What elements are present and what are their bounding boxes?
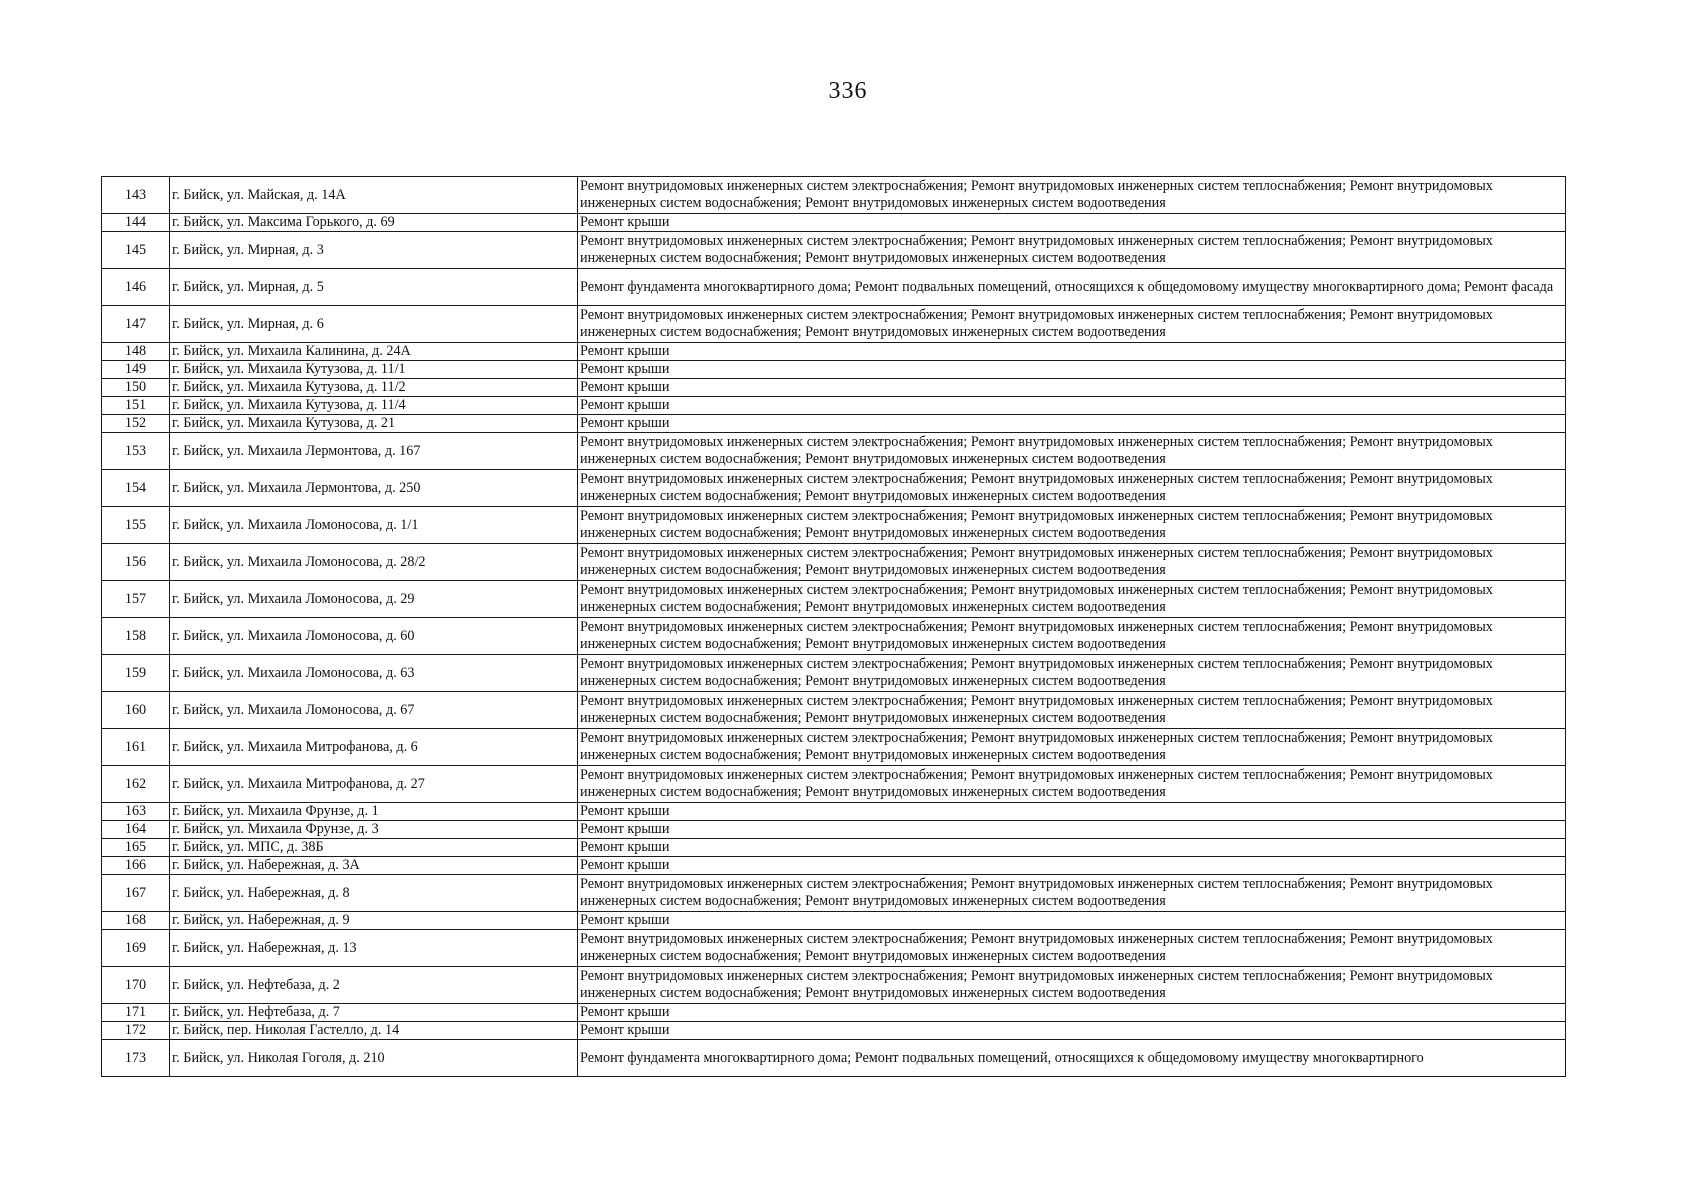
table-row — [102, 803, 1566, 821]
row-number-cell: 156 — [102, 544, 170, 581]
table-row — [102, 839, 1566, 857]
work-type-cell: Ремонт внутридомовых инженерных систем электроснабжения; Ремонт внутридомовых инженерных систем теплоснабжения; Ремонт внутридомовых инженерных систем водоснабжения; Ремонт внутридомовых инженерных систем водоотведения — [578, 306, 1566, 343]
work-type-cell: Ремонт крыши — [578, 803, 1566, 821]
row-number-cell: 159 — [102, 655, 170, 692]
row-number-cell: 167 — [102, 875, 170, 912]
row-number-cell: 144 — [102, 214, 170, 232]
work-type-cell: Ремонт крыши — [578, 214, 1566, 232]
work-type-cell: Ремонт фундамента многоквартирного дома; Ремонт подвальных помещений, относящихся к общедомовому имуществу многоквартирного — [578, 1040, 1566, 1077]
row-number-cell: 163 — [102, 803, 170, 821]
table-row — [102, 930, 1566, 967]
table-row — [102, 269, 1566, 306]
address-cell: г. Бийск, ул. Михаила Фрунзе, д. 3 — [170, 821, 578, 839]
work-type-cell: Ремонт внутридомовых инженерных систем электроснабжения; Ремонт внутридомовых инженерных систем теплоснабжения; Ремонт внутридомовых инженерных систем водоснабжения; Ремонт внутридомовых инженерных систем водоотведения — [578, 507, 1566, 544]
row-number-cell: 151 — [102, 397, 170, 415]
row-number-cell: 165 — [102, 839, 170, 857]
table-row — [102, 581, 1566, 618]
address-cell: г. Бийск, ул. Михаила Ломоносова, д. 63 — [170, 655, 578, 692]
address-cell: г. Бийск, ул. Михаила Кутузова, д. 11/2 — [170, 379, 578, 397]
address-cell: г. Бийск, ул. Михаила Ломоносова, д. 67 — [170, 692, 578, 729]
table-row — [102, 397, 1566, 415]
row-number-cell: 146 — [102, 269, 170, 306]
address-cell: г. Бийск, ул. Мирная, д. 5 — [170, 269, 578, 306]
address-cell: г. Бийск, ул. Михаила Ломоносова, д. 1/1 — [170, 507, 578, 544]
work-type-cell: Ремонт внутридомовых инженерных систем электроснабжения; Ремонт внутридомовых инженерных систем теплоснабжения; Ремонт внутридомовых инженерных систем водоснабжения; Ремонт внутридомовых инженерных систем водоотведения — [578, 618, 1566, 655]
row-number-cell: 158 — [102, 618, 170, 655]
address-cell: г. Бийск, ул. Нефтебаза, д. 7 — [170, 1004, 578, 1022]
row-number-cell: 169 — [102, 930, 170, 967]
address-cell: г. Бийск, ул. Михаила Кутузова, д. 11/4 — [170, 397, 578, 415]
row-number-cell: 154 — [102, 470, 170, 507]
table-row — [102, 1004, 1566, 1022]
work-type-cell: Ремонт внутридомовых инженерных систем электроснабжения; Ремонт внутридомовых инженерных систем теплоснабжения; Ремонт внутридомовых инженерных систем водоснабжения; Ремонт внутридомовых инженерных систем водоотведения — [578, 766, 1566, 803]
work-type-cell: Ремонт крыши — [578, 397, 1566, 415]
row-number-cell: 168 — [102, 912, 170, 930]
address-cell: г. Бийск, ул. Нефтебаза, д. 2 — [170, 967, 578, 1004]
address-cell: г. Бийск, ул. Михаила Кутузова, д. 11/1 — [170, 361, 578, 379]
row-number-cell: 173 — [102, 1040, 170, 1077]
table-row — [102, 415, 1566, 433]
page-number: 336 — [828, 78, 868, 104]
table-row — [102, 433, 1566, 470]
work-type-cell: Ремонт внутридомовых инженерных систем электроснабжения; Ремонт внутридомовых инженерных систем теплоснабжения; Ремонт внутридомовых инженерных систем водоснабжения; Ремонт внутридомовых инженерных систем водоотведения — [578, 470, 1566, 507]
row-number-cell: 153 — [102, 433, 170, 470]
table-row — [102, 766, 1566, 803]
work-type-cell: Ремонт фундамента многоквартирного дома; Ремонт подвальных помещений, относящихся к общедомовому имуществу многоквартирного дома; Ремонт фасада — [578, 269, 1566, 306]
address-cell: г. Бийск, ул. Михаила Ломоносова, д. 60 — [170, 618, 578, 655]
table-row — [102, 1022, 1566, 1040]
row-number-cell: 147 — [102, 306, 170, 343]
address-cell: г. Бийск, ул. Мирная, д. 3 — [170, 232, 578, 269]
work-type-cell: Ремонт внутридомовых инженерных систем электроснабжения; Ремонт внутридомовых инженерных систем теплоснабжения; Ремонт внутридомовых инженерных систем водоснабжения; Ремонт внутридомовых инженерных систем водоотведения — [578, 544, 1566, 581]
work-type-cell: Ремонт внутридомовых инженерных систем электроснабжения; Ремонт внутридомовых инженерных систем теплоснабжения; Ремонт внутридомовых инженерных систем водоснабжения; Ремонт внутридомовых инженерных систем водоотведения — [578, 692, 1566, 729]
address-cell: г. Бийск, ул. Михаила Митрофанова, д. 27 — [170, 766, 578, 803]
row-number-cell: 161 — [102, 729, 170, 766]
table-row — [102, 875, 1566, 912]
table-row — [102, 729, 1566, 766]
address-cell: г. Бийск, ул. МПС, д. 38Б — [170, 839, 578, 857]
table-row — [102, 177, 1566, 214]
work-type-cell: Ремонт внутридомовых инженерных систем электроснабжения; Ремонт внутридомовых инженерных систем теплоснабжения; Ремонт внутридомовых инженерных систем водоснабжения; Ремонт внутридомовых инженерных систем водоотведения — [578, 177, 1566, 214]
table-row — [102, 655, 1566, 692]
row-number-cell: 145 — [102, 232, 170, 269]
table-row — [102, 857, 1566, 875]
row-number-cell: 166 — [102, 857, 170, 875]
address-cell: г. Бийск, ул. Михаила Фрунзе, д. 1 — [170, 803, 578, 821]
address-cell: г. Бийск, ул. Михаила Лермонтова, д. 167 — [170, 433, 578, 470]
address-cell: г. Бийск, ул. Набережная, д. 3А — [170, 857, 578, 875]
work-type-cell: Ремонт внутридомовых инженерных систем электроснабжения; Ремонт внутридомовых инженерных систем теплоснабжения; Ремонт внутридомовых инженерных систем водоснабжения; Ремонт внутридомовых инженерных систем водоотведения — [578, 930, 1566, 967]
table-row — [102, 379, 1566, 397]
row-number-cell: 150 — [102, 379, 170, 397]
table-row — [102, 306, 1566, 343]
row-number-cell: 160 — [102, 692, 170, 729]
work-type-cell: Ремонт крыши — [578, 415, 1566, 433]
row-number-cell: 171 — [102, 1004, 170, 1022]
work-type-cell: Ремонт внутридомовых инженерных систем электроснабжения; Ремонт внутридомовых инженерных систем теплоснабжения; Ремонт внутридомовых инженерных систем водоснабжения; Ремонт внутридомовых инженерных систем водоотведения — [578, 433, 1566, 470]
address-cell: г. Бийск, ул. Мирная, д. 6 — [170, 306, 578, 343]
work-type-cell: Ремонт крыши — [578, 857, 1566, 875]
address-cell: г. Бийск, ул. Михаила Ломоносова, д. 29 — [170, 581, 578, 618]
address-cell: г. Бийск, ул. Максима Горького, д. 69 — [170, 214, 578, 232]
work-type-cell: Ремонт крыши — [578, 821, 1566, 839]
row-number-cell: 143 — [102, 177, 170, 214]
work-type-cell: Ремонт внутридомовых инженерных систем электроснабжения; Ремонт внутридомовых инженерных систем теплоснабжения; Ремонт внутридомовых инженерных систем водоснабжения; Ремонт внутридомовых инженерных систем водоотведения — [578, 655, 1566, 692]
work-type-cell: Ремонт внутридомовых инженерных систем электроснабжения; Ремонт внутридомовых инженерных систем теплоснабжения; Ремонт внутридомовых инженерных систем водоснабжения; Ремонт внутридомовых инженерных систем водоотведения — [578, 581, 1566, 618]
address-cell: г. Бийск, ул. Николая Гоголя, д. 210 — [170, 1040, 578, 1077]
address-cell: г. Бийск, ул. Михаила Калинина, д. 24А — [170, 343, 578, 361]
work-type-cell: Ремонт крыши — [578, 379, 1566, 397]
work-type-cell: Ремонт внутридомовых инженерных систем электроснабжения; Ремонт внутридомовых инженерных систем теплоснабжения; Ремонт внутридомовых инженерных систем водоснабжения; Ремонт внутридомовых инженерных систем водоотведения — [578, 875, 1566, 912]
address-cell: г. Бийск, ул. Набережная, д. 8 — [170, 875, 578, 912]
row-number-cell: 170 — [102, 967, 170, 1004]
table-row — [102, 343, 1566, 361]
table-row — [102, 967, 1566, 1004]
work-type-cell: Ремонт внутридомовых инженерных систем электроснабжения; Ремонт внутридомовых инженерных систем теплоснабжения; Ремонт внутридомовых инженерных систем водоснабжения; Ремонт внутридомовых инженерных систем водоотведения — [578, 729, 1566, 766]
table-row — [102, 507, 1566, 544]
address-cell: г. Бийск, пер. Николая Гастелло, д. 14 — [170, 1022, 578, 1040]
row-number-cell: 155 — [102, 507, 170, 544]
row-number-cell: 152 — [102, 415, 170, 433]
row-number-cell: 164 — [102, 821, 170, 839]
table-body — [102, 177, 1566, 1077]
row-number-cell: 149 — [102, 361, 170, 379]
address-cell: г. Бийск, ул. Набережная, д. 13 — [170, 930, 578, 967]
table-row — [102, 232, 1566, 269]
table-row — [102, 1040, 1566, 1077]
work-type-cell: Ремонт крыши — [578, 1022, 1566, 1040]
repair-table — [101, 176, 1566, 1077]
work-type-cell: Ремонт крыши — [578, 912, 1566, 930]
address-cell: г. Бийск, ул. Михаила Митрофанова, д. 6 — [170, 729, 578, 766]
work-type-cell: Ремонт крыши — [578, 1004, 1566, 1022]
row-number-cell: 148 — [102, 343, 170, 361]
work-type-cell: Ремонт крыши — [578, 839, 1566, 857]
work-type-cell: Ремонт крыши — [578, 343, 1566, 361]
table-row — [102, 544, 1566, 581]
row-number-cell: 172 — [102, 1022, 170, 1040]
table-row — [102, 361, 1566, 379]
address-cell: г. Бийск, ул. Михаила Лермонтова, д. 250 — [170, 470, 578, 507]
row-number-cell: 157 — [102, 581, 170, 618]
work-type-cell: Ремонт внутридомовых инженерных систем электроснабжения; Ремонт внутридомовых инженерных систем теплоснабжения; Ремонт внутридомовых инженерных систем водоснабжения; Ремонт внутридомовых инженерных систем водоотведения — [578, 232, 1566, 269]
address-cell: г. Бийск, ул. Михаила Кутузова, д. 21 — [170, 415, 578, 433]
row-number-cell: 162 — [102, 766, 170, 803]
address-cell: г. Бийск, ул. Майская, д. 14А — [170, 177, 578, 214]
table-row — [102, 912, 1566, 930]
table-row — [102, 618, 1566, 655]
address-cell: г. Бийск, ул. Михаила Ломоносова, д. 28/2 — [170, 544, 578, 581]
address-cell: г. Бийск, ул. Набережная, д. 9 — [170, 912, 578, 930]
table-row — [102, 470, 1566, 507]
table-row — [102, 214, 1566, 232]
table-row — [102, 692, 1566, 729]
work-type-cell: Ремонт крыши — [578, 361, 1566, 379]
work-type-cell: Ремонт внутридомовых инженерных систем электроснабжения; Ремонт внутридомовых инженерных систем теплоснабжения; Ремонт внутридомовых инженерных систем водоснабжения; Ремонт внутридомовых инженерных систем водоотведения — [578, 967, 1566, 1004]
table-row — [102, 821, 1566, 839]
